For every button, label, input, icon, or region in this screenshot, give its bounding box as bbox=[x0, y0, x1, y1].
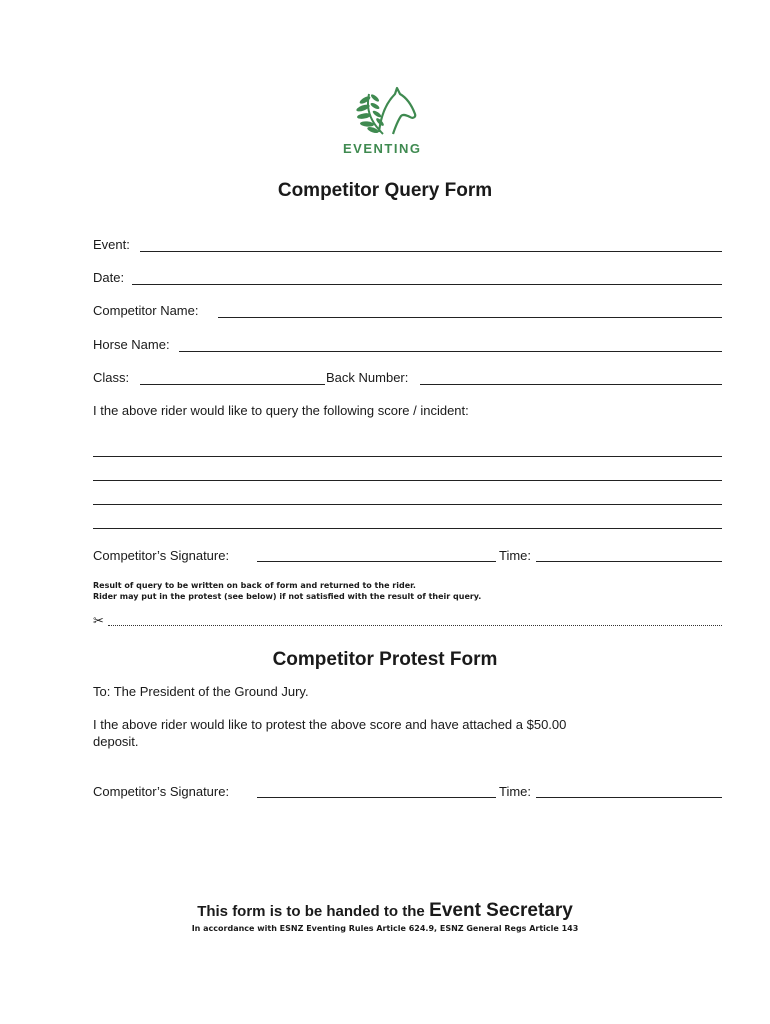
query-form-title: Competitor Query Form bbox=[277, 180, 493, 201]
competitor-name-label: Competitor Name: bbox=[93, 303, 199, 318]
back-number-field[interactable] bbox=[420, 384, 722, 385]
protest-to-line: To: The President of the Ground Jury. bbox=[93, 684, 309, 699]
query-time-field[interactable] bbox=[536, 561, 722, 562]
event-label: Event: bbox=[93, 237, 130, 252]
date-field[interactable] bbox=[132, 284, 722, 285]
class-label: Class: bbox=[93, 370, 130, 385]
cut-line bbox=[108, 625, 722, 626]
horse-name-label: Horse Name: bbox=[93, 337, 170, 352]
back-number-label: Back Number: bbox=[326, 370, 409, 385]
query-instruction: I the above rider would like to query the following score / incident: bbox=[93, 403, 469, 418]
competitor-name-field[interactable] bbox=[218, 317, 722, 318]
horse-name-field[interactable] bbox=[179, 351, 722, 352]
protest-text-line-1: I the above rider would like to protest the above score and have attached a $50.00 bbox=[93, 717, 567, 732]
event-field[interactable] bbox=[140, 251, 722, 252]
logo bbox=[335, 84, 435, 159]
footer-subtext: In accordance with ESNZ Eventing Rules Article 624.9, ESNZ General Regs Article 143 bbox=[191, 924, 579, 933]
class-field[interactable] bbox=[140, 384, 325, 385]
query-line-2[interactable] bbox=[93, 480, 722, 481]
footer-main-prefix: This form is to be handed to the bbox=[197, 903, 425, 920]
protest-signature-field[interactable] bbox=[257, 797, 496, 798]
query-signature-field[interactable] bbox=[257, 561, 496, 562]
protest-time-field[interactable] bbox=[536, 797, 722, 798]
protest-signature-label: Competitor’s Signature: bbox=[93, 784, 230, 799]
query-note-2: Rider may put in the protest (see below) if not satisfied with the result of their query. bbox=[93, 592, 482, 601]
protest-form-title: Competitor Protest Form bbox=[272, 649, 498, 670]
query-line-3[interactable] bbox=[93, 504, 722, 505]
footer-main bbox=[0, 900, 770, 922]
query-signature-label: Competitor’s Signature: bbox=[93, 548, 230, 563]
footer-main-emphasis: Event Secretary bbox=[429, 900, 573, 921]
logo-text: EVENTING bbox=[343, 141, 422, 156]
query-line-4[interactable] bbox=[93, 528, 722, 529]
protest-time-label: Time: bbox=[499, 784, 532, 799]
query-note-1: Result of query to be written on back of form and returned to the rider. bbox=[93, 581, 416, 590]
protest-text-line-2: deposit. bbox=[93, 734, 139, 749]
horse-fern-logo-icon bbox=[335, 84, 435, 140]
date-label: Date: bbox=[93, 270, 125, 285]
query-time-label: Time: bbox=[499, 548, 532, 563]
scissors-icon: ✂ bbox=[93, 614, 104, 629]
query-line-1[interactable] bbox=[93, 456, 722, 457]
